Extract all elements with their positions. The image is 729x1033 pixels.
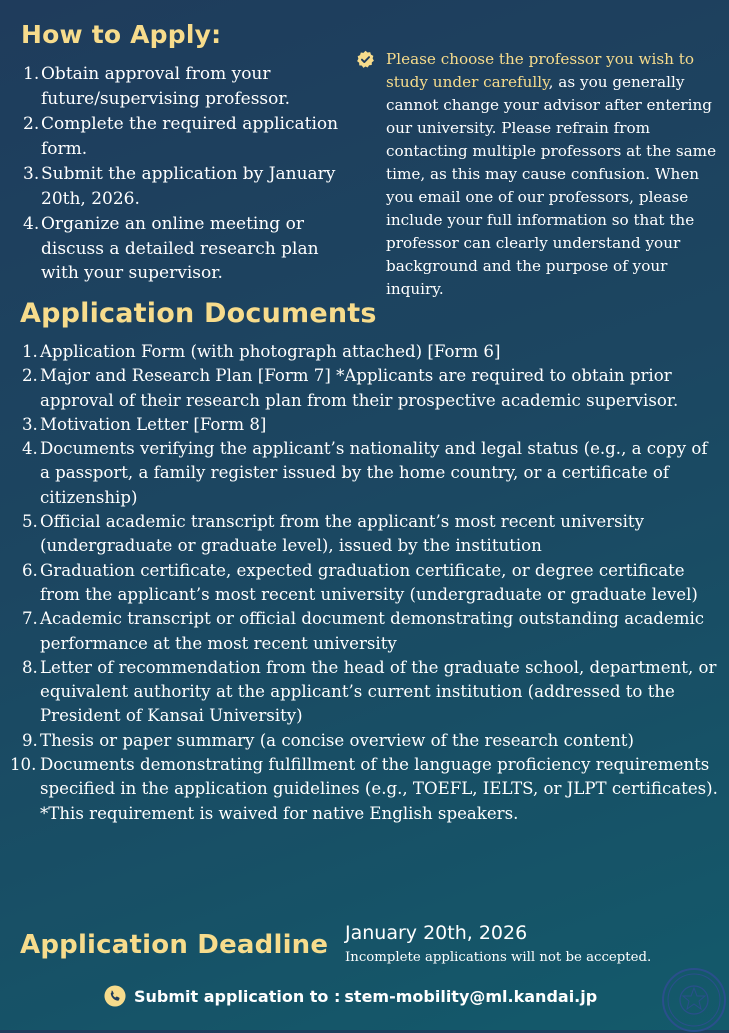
list-item: 2. Complete the required application form. bbox=[23, 114, 339, 159]
application-documents-heading: Application Documents bbox=[20, 298, 377, 329]
deadline-date: January 20th, 2026 bbox=[345, 922, 528, 944]
notice-text bbox=[386, 48, 718, 301]
university-seal-icon bbox=[661, 967, 727, 1033]
list-item: 7. Academic transcript or official document demonstrating outstanding academic performance at the most recent university bbox=[22, 609, 705, 653]
how-to-apply-steps bbox=[23, 62, 343, 287]
list-item: 4. Documents verifying the applicant’s nationality and legal status (e.g., a copy of a passport, a family register issued by the home country, or a certificate of citizenship) bbox=[22, 439, 708, 507]
submit-email-link[interactable]: stem-mobility@ml.kandai.jp bbox=[344, 986, 598, 1006]
list-item: 1. Application Form (with photograph attached) [Form 6] bbox=[22, 342, 501, 361]
documents-list bbox=[10, 340, 722, 826]
notice-body: , as you generally cannot change your advisor after entering our university. Please refrain from contacting multiple professors at the same time, as this may cause confusion. When you email one of our professors, please include your full information so that the professor can clearly understand your background and the purpose of your inquiry. bbox=[386, 73, 717, 298]
submit-label: Submit application to : bbox=[134, 986, 341, 1006]
list-item: 4. Organize an online meeting or discuss a detailed research plan with your supervisor. bbox=[23, 214, 319, 283]
how-to-apply-heading: How to Apply: bbox=[21, 20, 222, 49]
list-item: 2. Major and Research Plan [Form 7] *Applicants are required to obtain prior approval of their research plan from their prospective academic supervisor. bbox=[22, 366, 679, 410]
list-item: 5. Official academic transcript from the applicant’s most recent university (undergraduate or graduate level), issued by the institution bbox=[22, 512, 644, 556]
application-deadline-heading: Application Deadline bbox=[20, 930, 329, 960]
notice-highlight: Please choose the professor you wish to study under carefully bbox=[386, 50, 695, 91]
list-item: 9. Thesis or paper summary (a concise overview of the research content) bbox=[22, 730, 634, 750]
list-item: 3. Motivation Letter [Form 8] bbox=[22, 414, 267, 434]
list-item: 10. Documents demonstrating fulfillment of the language proficiency requirements specified in the application guidelines (e.g., TOEFL, IELTS, or JLPT certificates). *This requirement is waived for native English speakers. bbox=[10, 755, 718, 823]
check-badge-icon bbox=[356, 50, 375, 69]
list-item: 3. Submit the application by January 20th, 2026. bbox=[23, 164, 336, 209]
list-item: 6. Graduation certificate, expected graduation certificate, or degree certificate from the applicant’s most recent university (undergraduate or graduate level) bbox=[22, 560, 698, 604]
professor-notice bbox=[356, 48, 718, 301]
phone-icon bbox=[104, 985, 126, 1007]
list-item: 8. Letter of recommendation from the head of the graduate school, department, or equivalent authority at the applicant’s current institution (addressed to the President of Kansai University) bbox=[22, 657, 717, 726]
deadline-note: Incomplete applications will not be accepted. bbox=[345, 950, 652, 965]
list-item: 1. Obtain approval from your future/supervising professor. bbox=[23, 64, 291, 109]
submit-line bbox=[104, 985, 597, 1007]
